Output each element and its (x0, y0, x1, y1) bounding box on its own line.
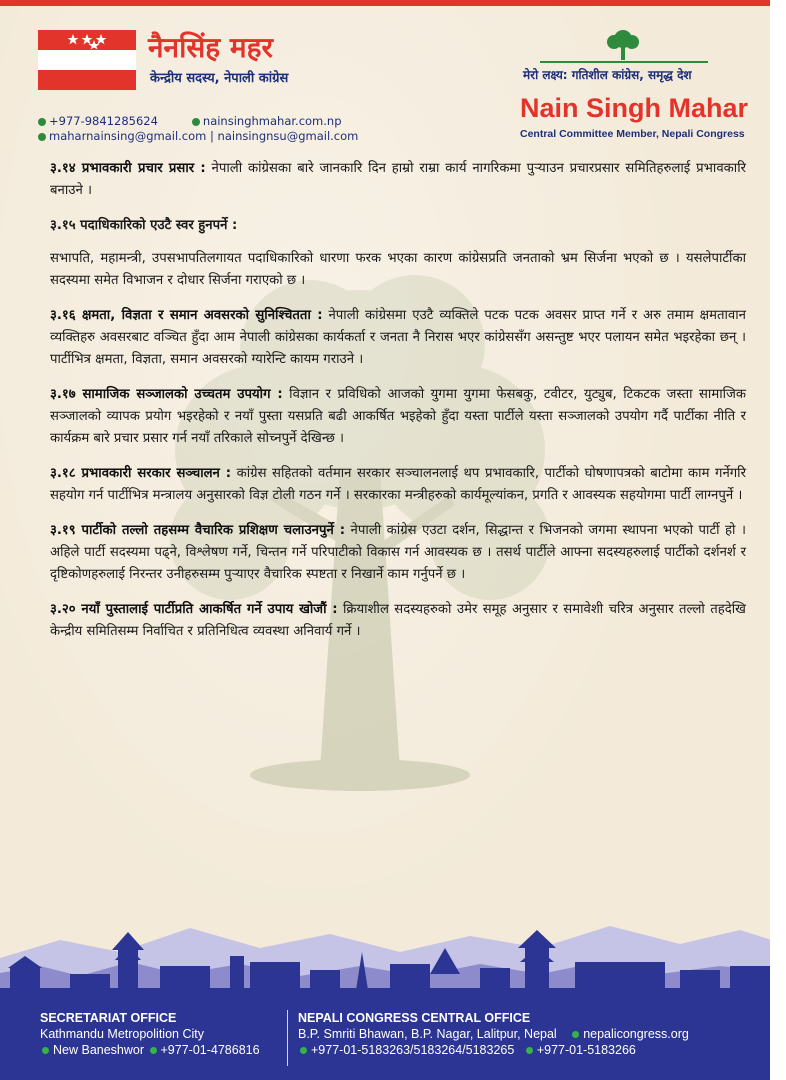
party-tree-logo-icon (603, 28, 643, 62)
paragraph-3-17 (50, 384, 746, 450)
secretariat-office-block (40, 1010, 260, 1058)
paragraph-3-16 (50, 305, 746, 371)
central-office-title: NEPALI CONGRESS CENTRAL OFFICE (298, 1011, 531, 1025)
secretariat-place: New Baneshwor (53, 1043, 145, 1057)
paragraph-3-15: सभापति, महामन्त्री, उपसभापतिलगायत पदाधिकारिको धारणा फरक भएका कारण कांग्रेसप्रति जनताको भ्रम सिर्जना भएको छ । यसलेपार्टीका सदस्यमा समेत विभाजन र दोधार सिर्जना गराएको छ । (50, 251, 746, 288)
secretariat-address: Kathmandu Metropolition City (40, 1027, 204, 1041)
email-links[interactable]: maharnainsing@gmail.com | nainsingnsu@gmail.com (49, 129, 359, 143)
paragraph-3-20 (50, 599, 746, 643)
phone-icon (38, 118, 46, 126)
secretariat-title: SECRETARIAT OFFICE (40, 1011, 177, 1025)
phone-icon (526, 1047, 533, 1054)
paragraph-heading: ३.१७ सामाजिक सञ्जालको उच्चतम उपयोग : (50, 387, 283, 402)
paragraph-heading: ३.१९ पार्टीको तल्लो तहसम्म वैचारिक प्रशिक्षण चलाउनपुर्ने : (50, 523, 345, 538)
contact-block (38, 114, 358, 144)
leader-name-nepali: नैनसिंह महर (148, 31, 273, 64)
web-icon (192, 118, 200, 126)
phone-number: +977-9841285624 (49, 114, 158, 128)
paragraph-heading: ३.१८ प्रभावकारी सरकार सञ्चालन : (50, 466, 232, 481)
web-icon (572, 1031, 579, 1038)
email-icon (38, 133, 46, 141)
kathmandu-skyline-illustration (0, 918, 778, 996)
paragraph-text: कांग्रेस सहितको वर्तमान सरकार सञ्चालनलाई थप प्रभावकारि, पार्टीको घोषणापत्रको बाटोमा काम गर्नेगरि सहयोग गर्न पार्टीभित्र मन्त्रालय अनुसारको विज्ञ टोली गठन गर्ने । सरकारका मन्त्रीहरुको कार्यमूल्यांकन, प्रगति र आवस्यक सहयोगमा पार्टी लाग्नपुर्ने । (50, 466, 746, 503)
location-icon (42, 1047, 49, 1054)
logo-underline (540, 61, 708, 63)
paragraph-text: नेपाली कांग्रेसमा एउटै व्यक्तिले पटक पटक अवसर प्राप्त गर्ने र अरु तमाम क्षमतावान व्यक्तिहरु अवसरबाट वञ्चित हुँदा आम नेपाली कांग्रेसका कार्यकर्ता र जनता नै निरास भएर कांग्रेससँग असन्तुष्ट भएर पलायन समेत भइरहेका छन् । पार्टीभित्र क्षमता, विज्ञता, समान अवसरको ग्यारेन्टि कायम गराउने । (50, 308, 746, 367)
central-office-address: B.P. Smriti Bhawan, B.P. Nagar, Lalitpur, Nepal (298, 1027, 557, 1041)
paragraph-text: नेपाली कांग्रेस एउटा दर्शन, सिद्धान्त र भिजनको जगमा स्थापना भएको पार्टी हो । अहिले पार्टी सदस्यमा पढ्ने, विश्लेषण गर्ने, चिन्तन गर्ने परिपाटीको विकास गर्न आवस्यक छ । तसर्थ पार्टीले आफ्ना सदस्यहरुलाई पार्टीको दर्शनर्श र दृष्टिकोणहरुलाई निरन्तर उनीहरुसम्म पुऱ्याएर वैचारिक स्पष्टता र निखार्ने काम गर्नुपर्ने छ । (50, 523, 746, 582)
paragraph-3-19 (50, 520, 746, 586)
phone-icon (300, 1047, 307, 1054)
paragraph-heading: ३.१५ पदाधिकारिको एउटै स्वर हुनपर्ने : (50, 218, 238, 233)
phone-icon (150, 1047, 157, 1054)
central-office-phones: +977-01-5183263/5183264/5183265 (311, 1043, 515, 1057)
paragraph-heading: ३.१६ क्षमता, विज्ञता र समान अवसरको सुनिश्चितता : (50, 308, 323, 323)
leader-role-nepali: केन्द्रीय सदस्य, नेपाली कांग्रेस (150, 71, 289, 86)
document-body (50, 158, 746, 656)
top-red-bar (0, 0, 778, 6)
leader-role-english: Central Committee Member, Nepali Congress (520, 128, 745, 140)
central-office-phone-2: +977-01-5183266 (536, 1043, 636, 1057)
paragraph-heading: ३.२० नयाँ पुस्तालाई पार्टीप्रति आकर्षित गर्ने उपाय खोजौं : (50, 602, 338, 617)
paragraph-text: क्रियाशील सदस्यहरुको उमेर समूह अनुसार र समावेशी चरित्र अनुसार तल्लो तहदेखि केन्द्रीय समितिसम्म निर्वाचित र प्रतिनिधित्व व्यवस्था अनिवार्य गर्ने । (50, 602, 746, 639)
paragraph-3-18 (50, 463, 746, 507)
paragraph-heading: ३.१४ प्रभावकारी प्रचार प्रसार : (50, 161, 206, 176)
slogan-text: मेरो लक्ष्य: गतिशील कांग्रेस, समृद्ध देश (523, 68, 692, 82)
paragraph-text: विज्ञान र प्रविधिको आजको युगमा युगमा फेसबकु, टवीटर, युट्युब, टिकटक जस्ता सामाजिक सञ्जालको व्यापक प्रयोग भइरहेको र नयाँ पुस्ता यसप्रति बढी आकर्षित भइहेको हुँदा यस्ता पार्टीले यस्ता सञ्जालको उपयोग गर्दै पार्टीका नीति र कार्यक्रम बारे प्रचार प्रसार गर्न नयाँ तरिकाले सोच्नपुर्ने देखिन्छ । (50, 387, 746, 446)
paragraph-3-14 (50, 158, 746, 202)
website-link[interactable]: nainsinghmahar.com.np (202, 114, 342, 128)
central-office-block (298, 1010, 689, 1058)
paragraph-text: नेपाली कांग्रेसका बारे जानकारि दिन हाम्रो राम्रा कार्य नागरिकमा पुऱ्याउन प्रचारप्रसार समितिहरुलाई प्रभावकारि बनाउने । (50, 161, 747, 198)
footer-divider (287, 1010, 288, 1066)
footer-bar (0, 996, 778, 1080)
central-office-website[interactable]: nepalicongress.org (583, 1027, 689, 1041)
leader-name-english: Nain Singh Mahar (520, 93, 749, 123)
party-flag-icon (38, 30, 136, 90)
secretariat-phone: +977-01-4786816 (160, 1043, 260, 1057)
page-right-margin (770, 0, 778, 1080)
